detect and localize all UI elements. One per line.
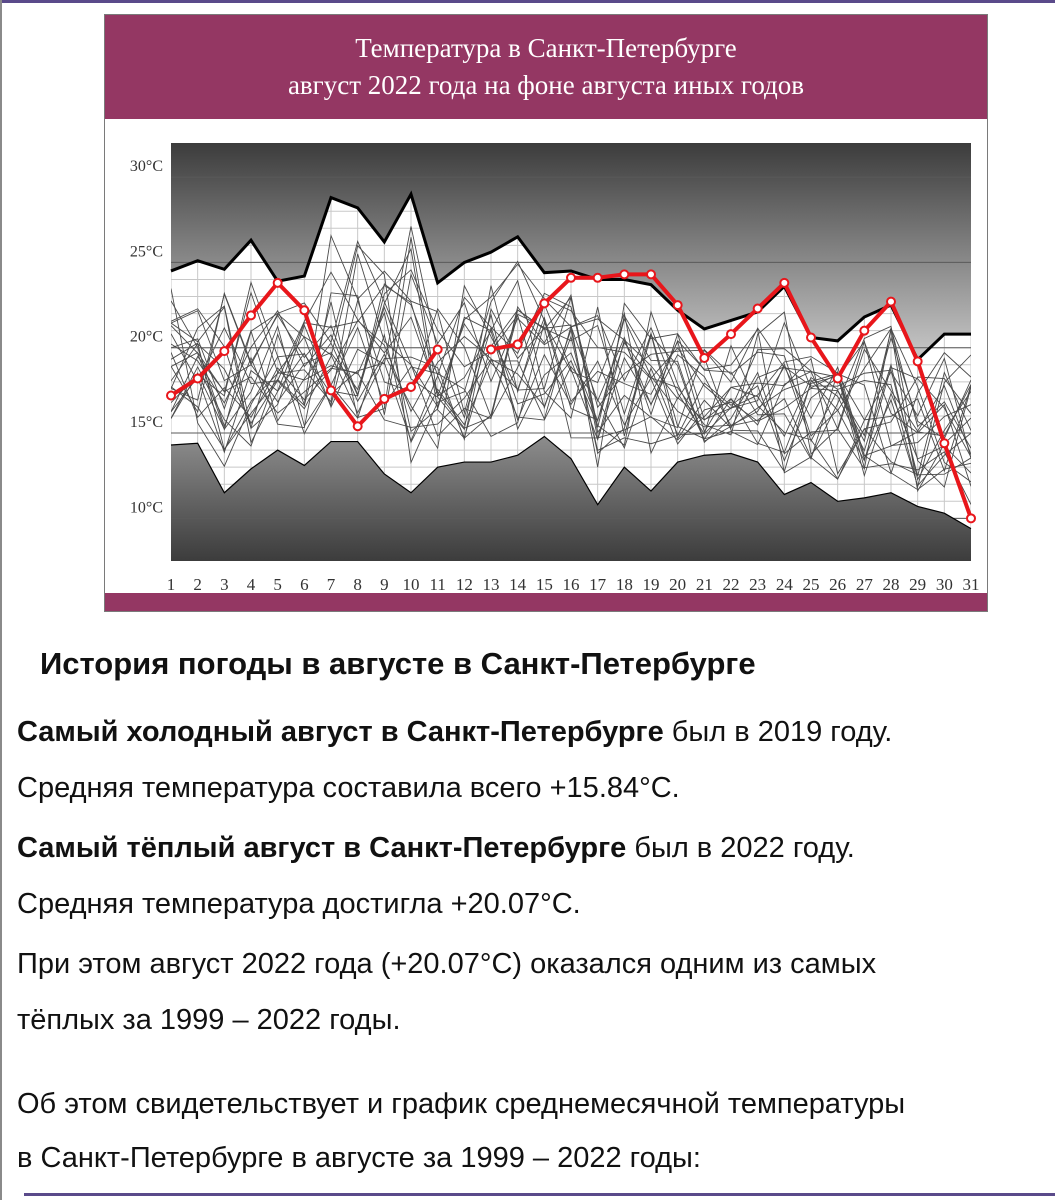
x-tick-label: 12 [455,575,473,593]
series-2022-point [247,311,255,319]
series-2022-point [327,386,335,394]
x-tick-label: 4 [246,575,256,593]
coldest-august-year: был в 2019 году. [663,716,893,748]
series-2022-point [620,270,628,278]
coldest-august-line [17,704,892,760]
coldest-august-average: Средняя температура составила всего +15.84°C. [17,772,680,804]
chart-header [105,15,987,119]
y-tick-label: 10°C [129,499,163,517]
section-title: История погоды в августе в Санкт-Петербурге [40,646,756,681]
coldest-august-bold: Самый холодный август в Санкт-Петербурге [17,716,664,748]
graph-intro-line-2: в Санкт-Петербурге в августе за 1999 – 2022 годы: [17,1142,701,1174]
series-2022-point [887,298,895,306]
graph-intro-line-1: Об этом свидетельствует и график среднемесячной температуры [17,1088,906,1120]
x-tick-label: 3 [220,575,229,593]
x-tick-label: 8 [353,575,362,593]
x-tick-label: 17 [589,575,607,593]
y-tick-label: 30°C [129,158,163,176]
x-tick-label: 26 [829,575,847,593]
x-tick-label: 13 [482,575,500,593]
series-2022-point [167,392,175,400]
note-line-2: тёплых за 1999 – 2022 годы. [17,1004,401,1036]
x-tick-label: 5 [273,575,282,593]
x-tick-label: 24 [775,575,793,593]
y-tick-label: 20°C [129,328,163,346]
x-tick-label: 31 [962,575,980,593]
series-2022-point [434,345,442,353]
y-tick-label: 25°C [129,243,163,261]
chart-title: Температура в Санкт-Петербурге [355,33,737,63]
x-tick-label: 9 [380,575,389,593]
chart-footer-band [105,593,987,611]
series-2022-point [380,395,388,403]
chart-subtitle: август 2022 года на фоне августа иных годов [287,70,805,100]
series-2022-point [514,340,522,348]
x-tick-label: 15 [535,575,553,593]
warmest-august-line [17,820,855,876]
x-tick-label: 18 [615,575,633,593]
series-2022-point [194,374,202,382]
series-2022-point [727,330,735,338]
series-2022-point [940,439,948,447]
series-2022-point [594,274,602,282]
warmest-august-year: был в 2022 году. [626,832,855,864]
x-tick-label: 29 [909,575,927,593]
x-tick-label: 23 [749,575,767,593]
series-2022-point [407,383,415,391]
series-2022-point [567,274,575,282]
chart-plot [105,119,987,593]
y-tick-label: 15°C [129,414,163,432]
series-2022-point [220,347,228,355]
series-2022-point [967,514,975,522]
series-2022-point [300,306,308,314]
series-2022-point [914,357,922,365]
series-2022-point [807,333,815,341]
x-tick-label: 20 [669,575,687,593]
page-top-border [0,0,1055,3]
series-2022-point [354,422,362,430]
x-tick-label: 19 [642,575,660,593]
x-tick-label: 14 [509,575,527,593]
series-2022-point [860,327,868,335]
note-line-1: При этом август 2022 года (+20.07°C) оказался одним из самых [17,948,877,980]
x-tick-label: 22 [722,575,740,593]
page-left-border [0,0,2,1200]
x-tick-label: 27 [855,575,873,593]
x-tick-label: 10 [402,575,420,593]
series-2022-point [674,301,682,309]
warmest-august-average: Средняя температура достигла +20.07°C. [17,888,581,920]
series-2022-point [540,299,548,307]
x-tick-label: 30 [935,575,953,593]
page-bottom-border [24,1193,1055,1196]
x-tick-label: 28 [882,575,900,593]
x-tick-label: 7 [326,575,336,593]
x-tick-label: 21 [695,575,713,593]
x-tick-label: 6 [300,575,309,593]
x-tick-label: 1 [166,575,176,593]
series-2022-point [780,279,788,287]
x-tick-label: 2 [193,575,202,593]
series-2022-point [274,279,282,287]
series-2022-point [700,354,708,362]
x-tick-label: 11 [429,575,446,593]
series-2022-point [647,270,655,278]
x-tick-label: 25 [802,575,820,593]
series-2022-point [487,345,495,353]
series-2022-point [834,374,842,382]
x-tick-label: 16 [562,575,580,593]
temperature-chart-card [104,14,988,612]
warmest-august-bold: Самый тёплый август в Санкт-Петербурге [17,832,627,864]
series-2022-point [754,304,762,312]
